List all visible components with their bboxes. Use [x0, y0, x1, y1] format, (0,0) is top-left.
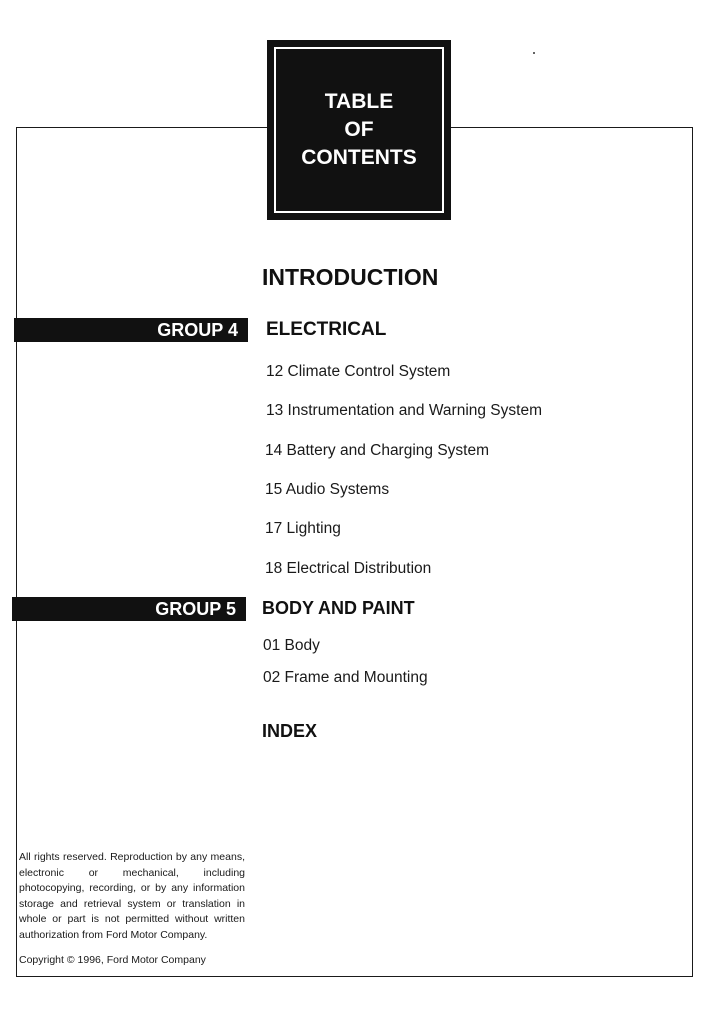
- body-and-paint-heading[interactable]: BODY AND PAINT: [262, 598, 415, 618]
- toc-entry-battery-charging[interactable]: 14 Battery and Charging System: [265, 442, 490, 459]
- toc-entry-climate-control[interactable]: 12 Climate Control System: [266, 363, 451, 380]
- rights-notice: All rights reserved. Reproduction by any means, electronic or mechanical, including photocopying, recording, or by any information storage and retrieval system or translation in whole or part is not permitted without written authorization from Ford Motor Company.: [19, 851, 245, 941]
- electrical-heading[interactable]: ELECTRICAL: [266, 319, 387, 340]
- group-4-bar: GROUP 4: [14, 318, 248, 342]
- toc-entry-audio-systems[interactable]: 15 Audio Systems: [265, 481, 390, 498]
- introduction-heading[interactable]: INTRODUCTION: [262, 264, 439, 290]
- scan-speck: [533, 52, 535, 54]
- index-heading[interactable]: INDEX: [262, 721, 318, 741]
- toc-entry-lighting[interactable]: 17 Lighting: [265, 520, 341, 537]
- toc-entry-instrumentation[interactable]: 13 Instrumentation and Warning System: [266, 402, 542, 419]
- copyright-line: Copyright © 1996, Ford Motor Company: [19, 954, 206, 966]
- title-line-1: TABLE: [324, 90, 394, 113]
- title-line-2: OF: [344, 118, 374, 141]
- title-block: [267, 40, 451, 220]
- toc-entry-body[interactable]: 01 Body: [263, 637, 320, 654]
- title-line-3: CONTENTS: [301, 146, 417, 169]
- title-inner-border: [274, 47, 444, 213]
- group-5-bar: GROUP 5: [12, 597, 246, 621]
- toc-entry-frame-mounting[interactable]: 02 Frame and Mounting: [263, 669, 428, 686]
- toc-entry-electrical-distribution[interactable]: 18 Electrical Distribution: [265, 560, 432, 577]
